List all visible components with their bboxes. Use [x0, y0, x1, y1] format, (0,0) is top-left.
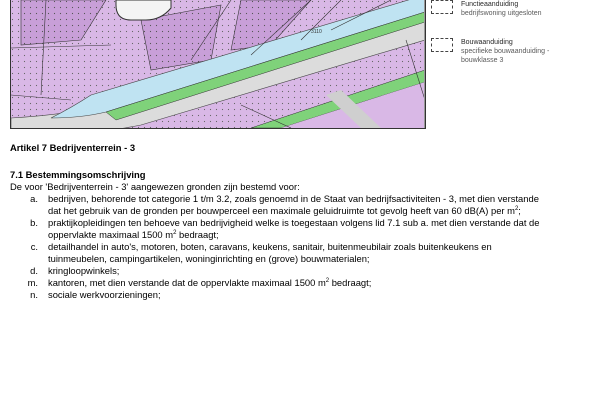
list-item [10, 241, 590, 265]
zoning-map [10, 0, 426, 129]
legend-subtitle: bouwklasse 3 [461, 57, 504, 64]
section-title: 7.1 Bestemmingsomschrijving [10, 169, 146, 180]
list-item [10, 217, 590, 241]
legend-subtitle: bedrijfswoning uitgesloten [461, 10, 542, 17]
zoning-map-graphic [11, 0, 425, 128]
list-item-text: kantoren, met dien verstande dat de oppervlakte maximaal 1500 m [48, 277, 326, 288]
list-item-text: dat het gebruik van de gronden per bouwperceel een maximale geluidruimte tot gevolg heeft van 60 dB(A) per m [48, 205, 515, 216]
section-intro: De voor 'Bedrijventerrein - 3' aangewezen gronden zijn bestemd voor: [10, 181, 300, 192]
list-item-text: sociale werkvoorzieningen; [48, 289, 161, 300]
dashed-box-icon [431, 38, 453, 52]
list-item [10, 265, 590, 277]
list-item-text: kringloopwinkels; [48, 265, 120, 276]
superscript: 2 [514, 206, 519, 212]
legend-item-functieaanduiding [431, 0, 542, 18]
list-item-text: oppervlakte maximaal 1500 m [48, 229, 174, 240]
list-item [10, 277, 590, 289]
map-number-label: 3110 [311, 29, 322, 35]
dashed-box-icon [431, 0, 453, 14]
legend-title: Bouwaanduiding [461, 39, 513, 46]
list-marker: a. [30, 193, 38, 204]
list-item [10, 289, 590, 301]
superscript: 2 [325, 278, 330, 284]
legend-item-bouwaanduiding [431, 38, 549, 65]
map-legend [424, 0, 600, 128]
list-item-text: ; [518, 205, 521, 216]
list-item [10, 193, 590, 217]
legend-subtitle: specifieke bouwaanduiding - [461, 48, 550, 55]
list-marker: c. [30, 241, 38, 252]
list-marker: n. [30, 289, 38, 300]
list-item-text: tuinmeubelen, campingartikelen, woninginrichting en (grove) bouwmaterialen; [48, 253, 370, 264]
list-item-text: detailhandel in auto's, motoren, boten, caravans, keukens, sanitair, buitenmeubilair zoals buitenkeukens en [48, 241, 492, 252]
list-item-text: praktijkopleidingen ten behoeve van bedrijvigheid welke is toegestaan volgens lid 7.1 sub a. met dien verstande dat de [48, 217, 540, 228]
list-marker: d. [30, 265, 38, 276]
article-title: Artikel 7 Bedrijventerrein - 3 [10, 142, 136, 153]
list-item-text: bedraagt; [176, 229, 219, 240]
list-item-text: bedraagt; [329, 277, 372, 288]
list-item-text: bedrijven, behorende tot categorie 1 t/m 3.2, zoals genoemd in de Staat van bedrijfsactiviteiten - 3, met dien verstande [48, 193, 539, 204]
list-marker: b. [30, 217, 38, 228]
legend-title: Functieaanduiding [461, 1, 519, 8]
superscript: 2 [173, 230, 177, 236]
purpose-list [10, 193, 590, 301]
list-marker: m. [27, 277, 38, 288]
